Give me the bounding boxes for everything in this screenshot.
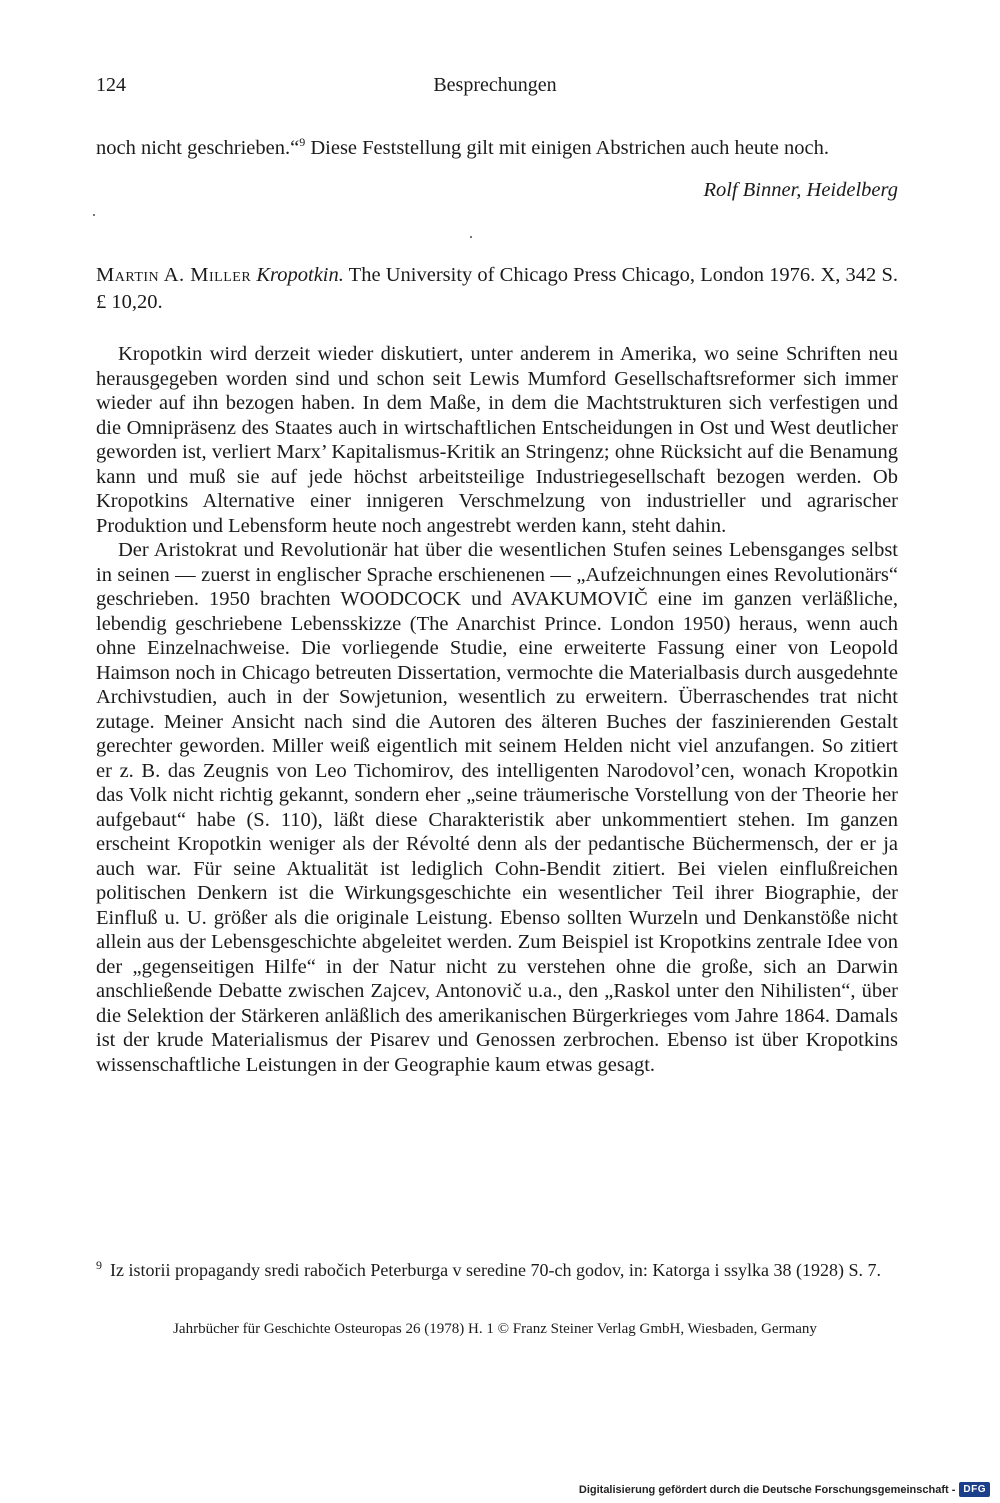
footnote-ref: 9: [299, 135, 306, 149]
page-number: 124: [96, 74, 126, 96]
closing-text-2: Diese Feststellung gilt mit einigen Abstrichen auch heute noch.: [305, 136, 829, 159]
copyright-line: Jahrbücher für Geschichte Osteuropas 26 (1978) H. 1 © Franz Steiner Verlag GmbH, Wiesbaden, Germany: [173, 1321, 817, 1337]
bibliographic-entry: [96, 262, 898, 316]
book-author: Martin A. Miller: [96, 264, 252, 286]
paragraph: Der Aristokrat und Revolutionär hat über die wesentlichen Stufen seines Lebensganges selbst in seinen — zuerst in englischer Sprache erschienenen — „Aufzeichnungen eines Revolutionärs“ geschrieben. 1950 brachten WOODCOCK und AVAKUMOVIČ eine im ganzen verläßliche, lebendig geschriebene Lebensskizze (The Anarchist Prince. London 1950) heraus, wenn auch ohne Einzelnachweise. Die vorliegende Studie, eine erweiterte Fassung einer von Leopold Haimson noch in Chicago betreuten Dissertation, vermochte die Materialbasis durch ausgedehnte Archivstudien, auch in der Sowjetunion, wesentlich zu erweitern. Überraschendes trat nicht zutage. Meiner Ansicht nach sind die Autoren des älteren Buches der faszinierenden Gestalt gerechter geworden. Miller weiß eigentlich mit seinem Helden nicht viel anzufangen. So zitiert er z. B. das Zeugnis von Leo Tichomirov, des intelligenten Narodovol’cen, wonach Kropotkin das Volk nicht richtig gekannt, sondern eher „seine träumerische Vorstellung von der Theorie her aufgebaut“ habe (S. 110), läßt diese Charakteristik aber unkommentiert stehen. Im ganzen erscheint Kropotkin weniger als der Révolté denn als der pedantische Büchermensch, der er ja auch war. Für seine Aktualität ist lediglich Cohn-Bendit zitiert. Bei vielen einflußreichen politischen Denkern ist die Wirkungsgeschichte ein wesentlicher Teil ihrer Biographie, der Einfluß u. U. größer als die originale Leistung. Ebenso sollten Wurzeln und Denkanstöße nicht allein aus der Lebensgeschichte abgeleitet werden. Zum Beispiel ist Kropotkins zentrale Idee von der „gegenseitigen Hilfe“ in der Natur nicht zu verstehen ohne die große, sich an Darwin anschließende Debatte zwischen Zajcev, Antonovič u.a., den „Raskol unter den Nihilisten“, über die Selektion der Stärkeren anläßlich des amerikanischen Bürgerkrieges vom Jahre 1864. Damals ist der krude Materialismus der Pisarev und Genossen zerbrochen. Ebenso ist über Kropotkins wissenschaftliche Leistungen in der Geographie kaum etwas gesagt.: [96, 539, 898, 1076]
footnote-number: 9: [96, 1258, 102, 1272]
review-body: [96, 342, 898, 1077]
running-title: Besprechungen: [433, 74, 557, 96]
closing-text: noch nicht geschrieben.“: [96, 136, 300, 159]
digitization-text: Digitalisierung gefördert durch die Deutsche Forschungsgemeinschaft -: [578, 1483, 956, 1496]
publication-details: The University of Chicago Press Chicago, London 1976. X, 342 S. £ 10,20.: [96, 264, 899, 313]
scan-speck: [470, 236, 472, 238]
scan-speck: [93, 214, 95, 216]
previous-review-closing: [96, 130, 898, 160]
digitization-notice: [579, 1482, 990, 1497]
paragraph: Kropotkin wird derzeit wieder diskutiert, unter anderem in Amerika, wo seine Schriften neu herausgegeben worden sind und schon seit Lewis Mumford Gesellschaftsreformer sich immer wieder auf ihn bezogen haben. In dem Maße, in dem die Machtstrukturen sich verfestigen und die Omnipräsenz des Staates auch in wirtschaftlichen Entscheidungen in Ost und West deutlicher geworden ist, verliert Marx’ Kapitalismus-Kritik an Stringenz; ohne Rücksicht auf die Benamung kann und muß sie auf jede höchst arbeitsteilige Industriegesellschaft bezogen werden. Ob Kropotkins Alternative einer innigeren Verschmelzung von industrieller und agrarischer Produktion und Lebensform heute noch angestrebt werden kann, steht dahin.: [96, 343, 898, 537]
dfg-logo-icon: DFG: [959, 1482, 990, 1497]
reviewer-signature: Rolf Binner, Heidelberg: [703, 179, 898, 201]
footnote: [96, 1254, 902, 1281]
book-title: Kropotkin.: [256, 264, 344, 286]
footnote-text: Iz istorii propagandy sredi rabočich Peterburga v seredine 70-ch godov, in: Katorga i ssylka 38 (1928) S. 7.: [110, 1260, 881, 1280]
